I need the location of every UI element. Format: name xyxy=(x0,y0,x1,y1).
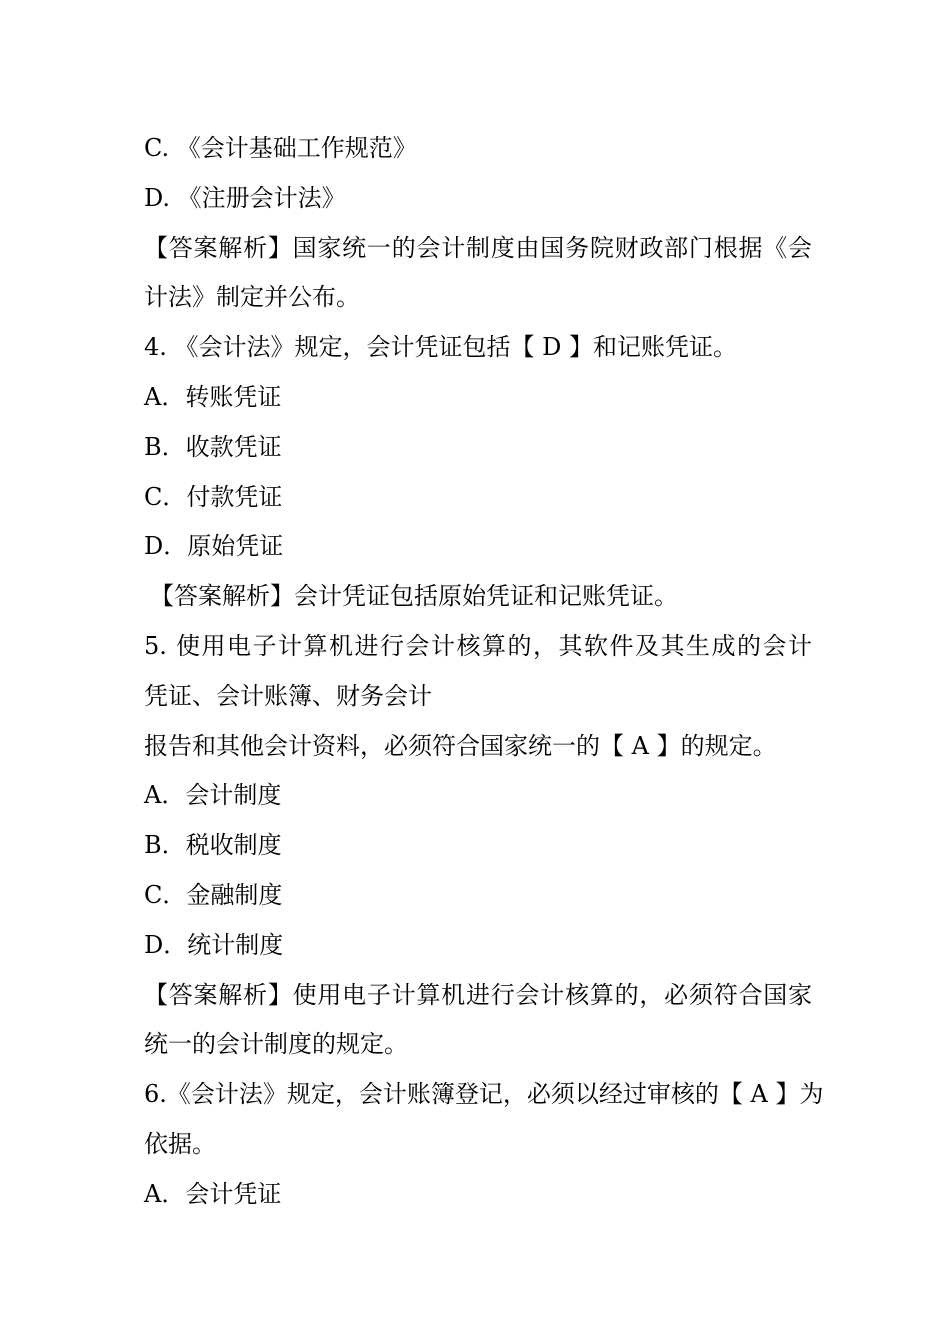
question-5: 5. 使用电子计算机进行会计核算的，其软件及其生成的会计 xyxy=(144,631,812,660)
option-c-q4: C．付款凭证 xyxy=(144,482,283,511)
option-d-q3: D. 《注册会计法》 xyxy=(144,183,346,212)
question-4: 4. 《会计法》规定，会计凭证包括【 D 】和记账凭证。 xyxy=(144,333,738,362)
answer-explanation-q5: 【答案解析】使用电子计算机进行会计核算的，必须符合国家 xyxy=(144,980,812,1009)
question-5-cont: 凭证、会计账簿、财务会计 xyxy=(144,681,432,710)
option-d-q4: D．原始凭证 xyxy=(144,532,284,561)
option-a-q6: A．会计凭证 xyxy=(144,1179,282,1208)
answer-explanation-q5-cont: 统一的会计制度的规定。 xyxy=(144,1030,408,1059)
question-6-cont: 依据。 xyxy=(144,1129,216,1158)
question-6: 6.《会计法》规定，会计账簿登记，必须以经过审核的【 A 】为 xyxy=(144,1080,824,1109)
document-body xyxy=(144,124,824,1220)
option-a-q4: A．转账凭证 xyxy=(144,382,282,411)
answer-explanation-q3-cont: 计法》制定并公布。 xyxy=(144,283,360,312)
answer-explanation-q3: 【答案解析】国家统一的会计制度由国务院财政部门根据《会 xyxy=(144,233,812,262)
answer-explanation-q4: 【答案解析】会计凭证包括原始凭证和记账凭证。 xyxy=(150,582,678,611)
option-c-q3: C. 《会计基础工作规范》 xyxy=(144,134,417,162)
option-b-q4: B．收款凭证 xyxy=(144,432,282,461)
option-b-q5: B．税收制度 xyxy=(144,831,282,860)
option-a-q5: A．会计制度 xyxy=(144,781,282,810)
option-c-q5: C．金融制度 xyxy=(144,880,283,909)
option-d-q5: D．统计制度 xyxy=(144,930,284,959)
question-5-cont-2: 报告和其他会计资料，必须符合国家统一的【 A 】的规定。 xyxy=(144,731,777,760)
